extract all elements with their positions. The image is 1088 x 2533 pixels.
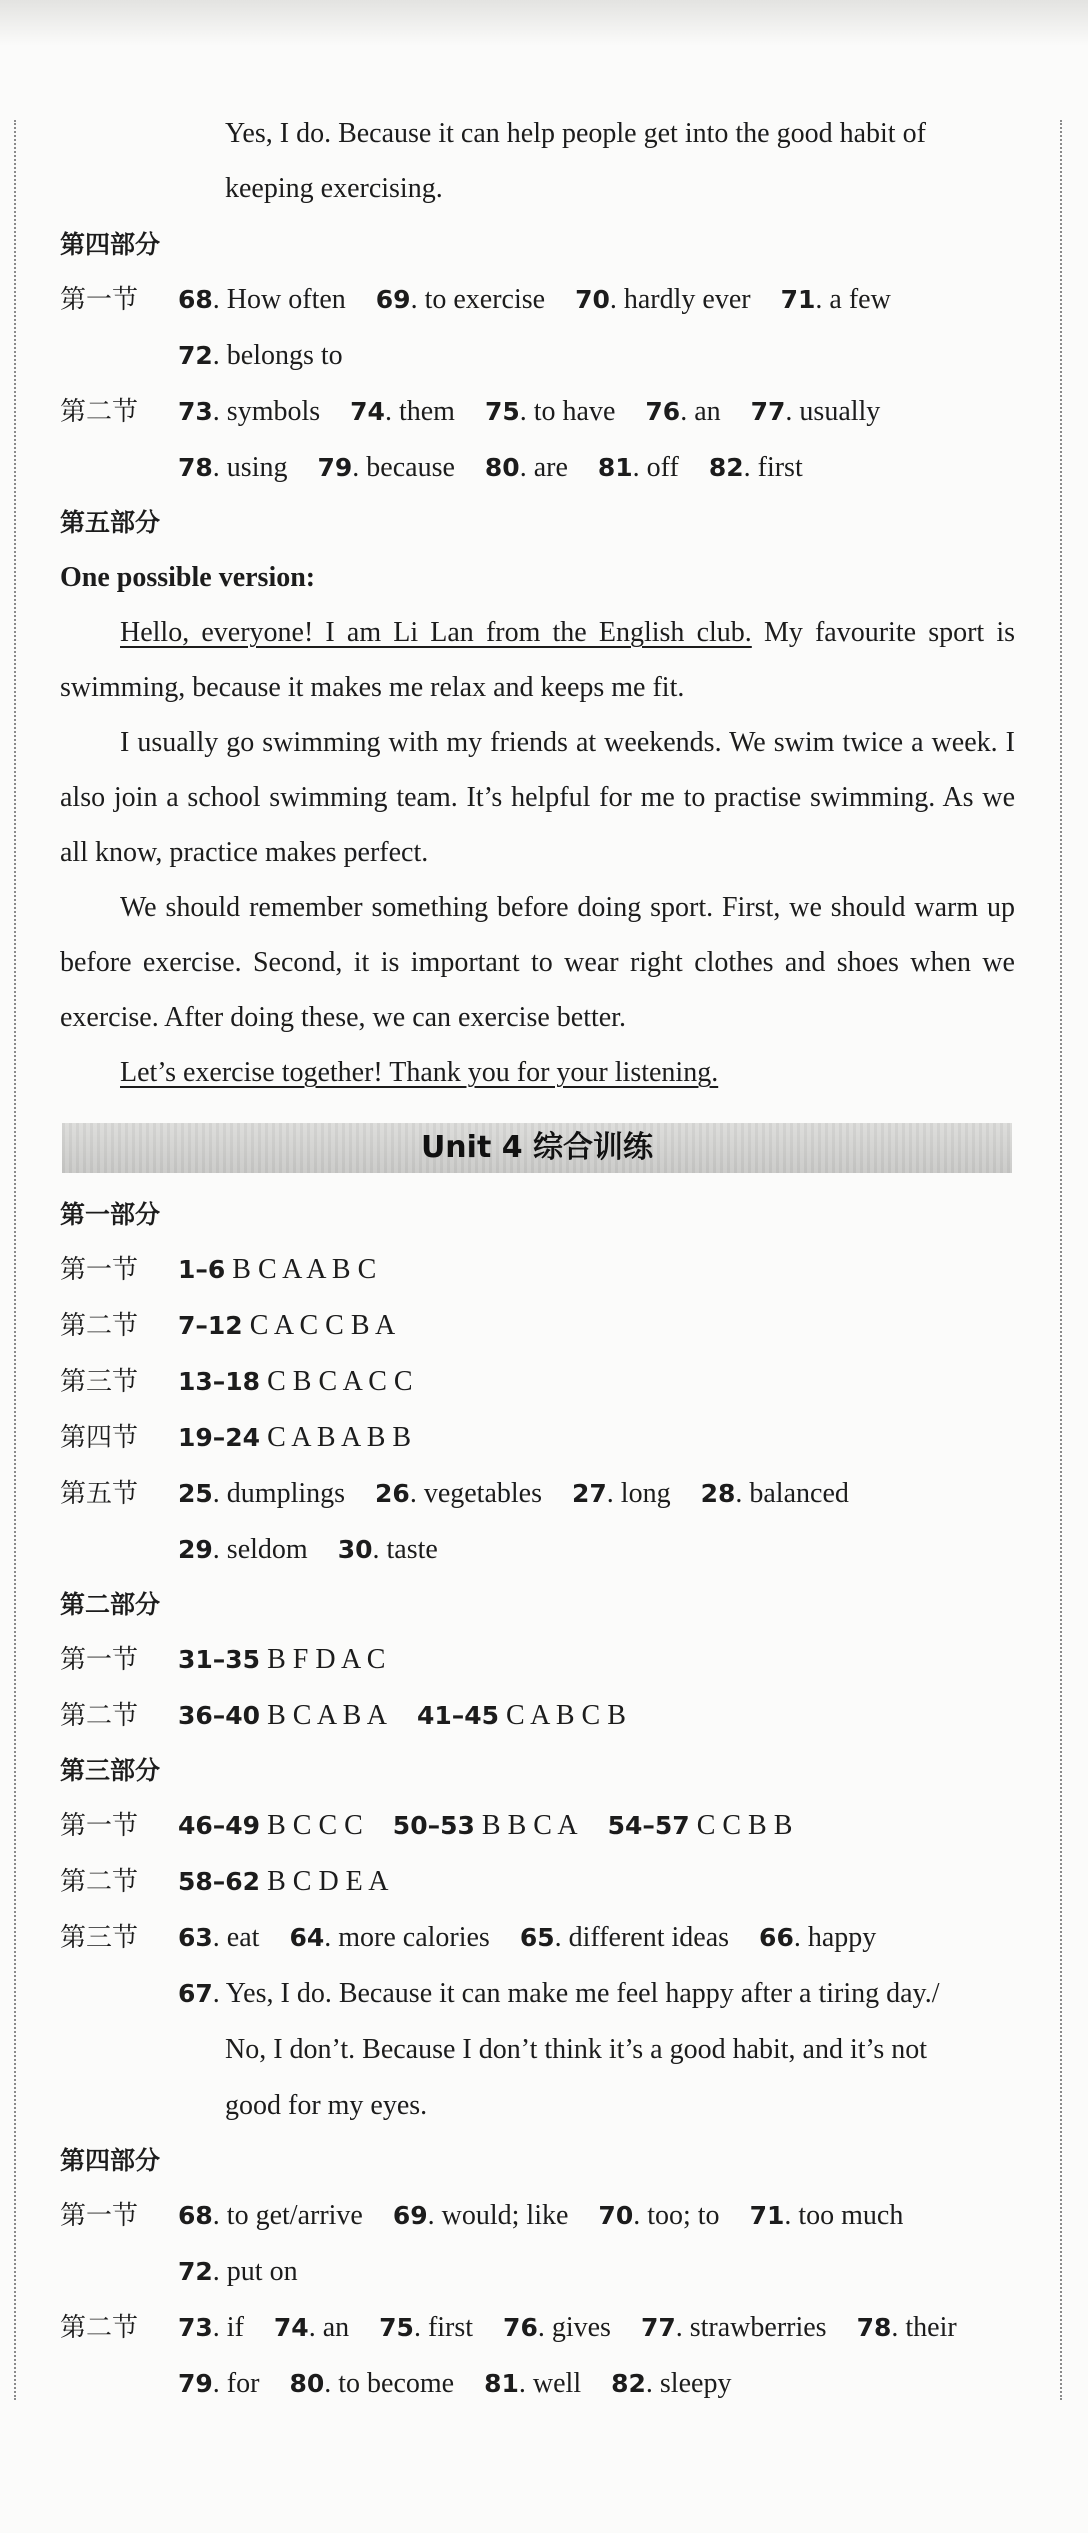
question-number: 77 xyxy=(640,2313,676,2342)
question-number: 74 xyxy=(273,2313,309,2342)
question-number: 69 xyxy=(375,285,411,314)
answer-letters: C A B A B B xyxy=(267,1422,412,1453)
answer-letters: B C D E A xyxy=(267,1866,389,1897)
answer-value: sleepy xyxy=(659,2368,732,2399)
section-heading: 第一部分 xyxy=(60,1200,161,1229)
question-number: 63 xyxy=(178,1923,213,1952)
question-range: 31–35 xyxy=(178,1645,261,1674)
answer-value: eat xyxy=(226,1922,260,1953)
answer-value: to exercise xyxy=(424,284,546,315)
question-number: 25 xyxy=(178,1479,213,1508)
answer-row: 第二节 73. if 74. an 75. first 76. gives 77. strawberries 78. their xyxy=(60,2308,957,2348)
question-number: 82 xyxy=(611,2369,646,2398)
question-number: 80 xyxy=(484,453,520,482)
question-range: 13–18 xyxy=(178,1367,261,1396)
question-number: 82 xyxy=(708,453,744,482)
answer-value: because xyxy=(366,452,455,483)
answer-text-line: No, I don’t. Because I don’t think it’s a good habit, and it’s not xyxy=(225,2034,927,2065)
question-number: 75 xyxy=(484,397,520,426)
page-top-shadow xyxy=(0,0,1088,46)
answer-text-line: keeping exercising. xyxy=(225,173,443,204)
answer-row: 72. put on xyxy=(178,2256,298,2287)
section-heading: 第四部分 xyxy=(60,230,161,259)
answer-value: if xyxy=(226,2312,244,2343)
answer-value: gives xyxy=(551,2312,611,2343)
question-number: 72 xyxy=(178,2257,213,2286)
answer-value: to have xyxy=(533,396,616,427)
answer-row: 29. seldom 30. taste xyxy=(178,1534,438,1565)
answer-value: more calories xyxy=(338,1922,490,1953)
answer-value: an xyxy=(322,2312,350,2343)
essay-text: My favourite sport is swimming, because it makes me relax and keeps me fit. xyxy=(60,617,1016,703)
answer-row: 第二节 73. symbols 74. them 75. to have 76. an 77. usually xyxy=(60,392,880,432)
answer-letters: B B C A xyxy=(481,1810,578,1841)
question-range: 1–6 xyxy=(178,1255,226,1284)
question-number: 75 xyxy=(379,2313,414,2342)
subsection-label: 第一节 xyxy=(60,1811,139,1841)
question-number: 69 xyxy=(392,2201,428,2230)
question-number: 79 xyxy=(317,453,353,482)
question-range: 41–45 xyxy=(416,1701,500,1730)
answer-row xyxy=(60,1362,413,1402)
answer-row xyxy=(60,1418,411,1458)
question-range: 19–24 xyxy=(178,1423,261,1452)
question-number: 78 xyxy=(856,2313,892,2342)
essay-paragraph: I usually go swimming with my friends at weekends. We swim twice a week. I also join a school swimming team. It’s helpful for me to practise swimming. As we all know, practice makes perfect. xyxy=(60,727,1015,868)
answer-value: long xyxy=(620,1478,671,1509)
answer-text-line: Yes, I do. Because it can help people get into the good habit of xyxy=(225,118,926,149)
answer-value: happy xyxy=(807,1922,877,1953)
answer-value: a few xyxy=(829,284,891,315)
answer-value: dumplings xyxy=(226,1478,346,1509)
answer-row: 第三节 63. eat 64. more calories 65. different ideas 66. happy xyxy=(60,1918,876,1958)
question-number: 68 xyxy=(178,2201,213,2230)
subsection-label: 第五节 xyxy=(60,1479,139,1509)
answer-row: 第一节 68. How often 69. to exercise 70. hardly ever 71. a few xyxy=(60,280,891,320)
question-number: 81 xyxy=(484,2369,519,2398)
answer-row: 78. using 79. because 80. are 81. off 82. first xyxy=(178,452,803,483)
answer-value: vegetables xyxy=(423,1478,542,1509)
unit-title-banner: Unit 4 综合训练 xyxy=(62,1123,1012,1173)
answer-text-line: good for my eyes. xyxy=(225,2090,428,2121)
answer-row xyxy=(60,1640,385,1680)
answer-row xyxy=(60,1696,626,1736)
answer-value: belongs to xyxy=(226,340,343,371)
question-number: 74 xyxy=(350,397,385,426)
question-range: 36–40 xyxy=(178,1701,261,1730)
subsection-label: 第三节 xyxy=(60,1367,139,1397)
question-number: 29 xyxy=(178,1535,213,1564)
question-number: 72 xyxy=(178,341,213,370)
question-number: 76 xyxy=(645,397,681,426)
left-dotted-margin xyxy=(14,120,16,2400)
question-number: 67 xyxy=(178,1979,213,2008)
answer-row: 72. belongs to xyxy=(178,340,343,371)
question-number: 30 xyxy=(337,1535,373,1564)
subsection-label: 第一节 xyxy=(60,2201,139,2231)
answer-value: them xyxy=(398,396,455,427)
question-number: 66 xyxy=(759,1923,794,1952)
answer-value: are xyxy=(533,452,568,483)
answer-row: 第一节 68. to get/arrive 69. would; like 70. too; to 71. too much xyxy=(60,2196,903,2236)
answer-letters: C A C C B A xyxy=(249,1310,396,1341)
answer-letters: B C C C xyxy=(267,1810,363,1841)
subsection-label: 第二节 xyxy=(60,397,139,427)
question-number: 76 xyxy=(503,2313,538,2342)
question-range: 50–53 xyxy=(392,1811,475,1840)
question-number: 80 xyxy=(289,2369,325,2398)
essay-underlined-text: Hello, everyone! I am Li Lan from the English club. xyxy=(120,617,752,648)
answer-row xyxy=(60,1306,395,1346)
subsection-label: 第一节 xyxy=(60,285,139,315)
answer-letters: B C A B A xyxy=(267,1700,387,1731)
question-number: 77 xyxy=(750,397,786,426)
answer-value: symbols xyxy=(226,396,321,427)
answer-value: their xyxy=(905,2312,957,2343)
subsection-label: 第四节 xyxy=(60,1423,139,1453)
subsection-label: 第二节 xyxy=(60,1701,139,1731)
answer-value: to become xyxy=(338,2368,455,2399)
answer-letters: B C A A B C xyxy=(232,1254,377,1285)
answer-value: balanced xyxy=(749,1478,849,1509)
answer-row xyxy=(60,1862,388,1902)
question-number: 70 xyxy=(598,2201,634,2230)
section-heading: 第二部分 xyxy=(60,1590,161,1619)
question-number: 81 xyxy=(597,453,633,482)
answer-value: put on xyxy=(226,2256,298,2287)
question-number: 73 xyxy=(178,2313,213,2342)
answer-value: strawberries xyxy=(689,2312,827,2343)
section-heading: 第四部分 xyxy=(60,2146,161,2175)
subsection-label: 第一节 xyxy=(60,1645,139,1675)
answer-value: too; to xyxy=(647,2200,720,2231)
answer-value: too much xyxy=(798,2200,904,2231)
answer-value: using xyxy=(226,452,288,483)
right-dotted-margin xyxy=(1060,120,1062,2400)
question-number: 28 xyxy=(700,1479,736,1508)
question-number: 26 xyxy=(375,1479,410,1508)
answer-value: hardly ever xyxy=(623,284,751,315)
answer-value: an xyxy=(694,396,721,427)
answer-value: usually xyxy=(799,396,881,427)
question-range: 7–12 xyxy=(178,1311,243,1340)
answer-value: seldom xyxy=(226,1534,308,1565)
question-number: 70 xyxy=(575,285,610,314)
section-heading: 第五部分 xyxy=(60,508,161,537)
answer-value: taste xyxy=(386,1534,438,1565)
question-number: 64 xyxy=(289,1923,325,1952)
answer-value: Yes, I do. Because it can make me feel happy after a tiring day./ xyxy=(225,1978,940,2009)
subsection-label: 第三节 xyxy=(60,1923,139,1953)
answer-value: would; like xyxy=(441,2200,569,2231)
subsection-label: 第二节 xyxy=(60,1311,139,1341)
essay-paragraph xyxy=(60,605,1015,715)
question-number: 73 xyxy=(178,397,213,426)
question-number: 71 xyxy=(780,285,816,314)
essay-underlined-text: Let’s exercise together! Thank you for your listening. xyxy=(120,1057,719,1088)
question-range: 54–57 xyxy=(607,1811,690,1840)
answer-value: first xyxy=(757,452,803,483)
question-number: 78 xyxy=(178,453,213,482)
answer-value: How often xyxy=(226,284,346,315)
subsection-label: 第二节 xyxy=(60,2313,139,2343)
answer-value: for xyxy=(226,2368,260,2399)
answer-value: off xyxy=(646,452,679,483)
version-label: One possible version: xyxy=(60,562,316,593)
answer-row: 79. for 80. to become 81. well 82. sleepy xyxy=(178,2368,732,2399)
answer-row xyxy=(60,1250,376,1290)
answer-letters: C C B B xyxy=(696,1810,793,1841)
question-number: 65 xyxy=(519,1923,555,1952)
question-range: 58–62 xyxy=(178,1867,261,1896)
section-heading: 第三部分 xyxy=(60,1756,161,1785)
essay-paragraph: We should remember something before doing sport. First, we should warm up before exercise. Second, it is important to wear right clothes and shoes when we exercise. After doing these, we can exercise better. xyxy=(60,892,1015,1033)
answer-row xyxy=(60,1806,792,1846)
answer-value: different ideas xyxy=(568,1922,730,1953)
subsection-label: 第一节 xyxy=(60,1255,139,1285)
answer-letters: B F D A C xyxy=(267,1644,386,1675)
subsection-label: 第二节 xyxy=(60,1867,139,1897)
answer-row: 第五节 25. dumplings 26. vegetables 27. long 28. balanced xyxy=(60,1474,849,1514)
question-number: 79 xyxy=(178,2369,213,2398)
answer-value: well xyxy=(532,2368,582,2399)
question-range: 46–49 xyxy=(178,1811,261,1840)
answer-row: 67. Yes, I do. Because it can make me feel happy after a tiring day./ xyxy=(178,1978,940,2009)
question-number: 68 xyxy=(178,285,213,314)
question-number: 71 xyxy=(749,2201,785,2230)
answer-letters: C B C A C C xyxy=(267,1366,413,1397)
essay-paragraph xyxy=(60,1045,1015,1100)
answer-letters: C A B C B xyxy=(506,1700,626,1731)
answer-value: first xyxy=(427,2312,474,2343)
question-number: 27 xyxy=(572,1479,607,1508)
answer-value: to get/arrive xyxy=(226,2200,363,2231)
